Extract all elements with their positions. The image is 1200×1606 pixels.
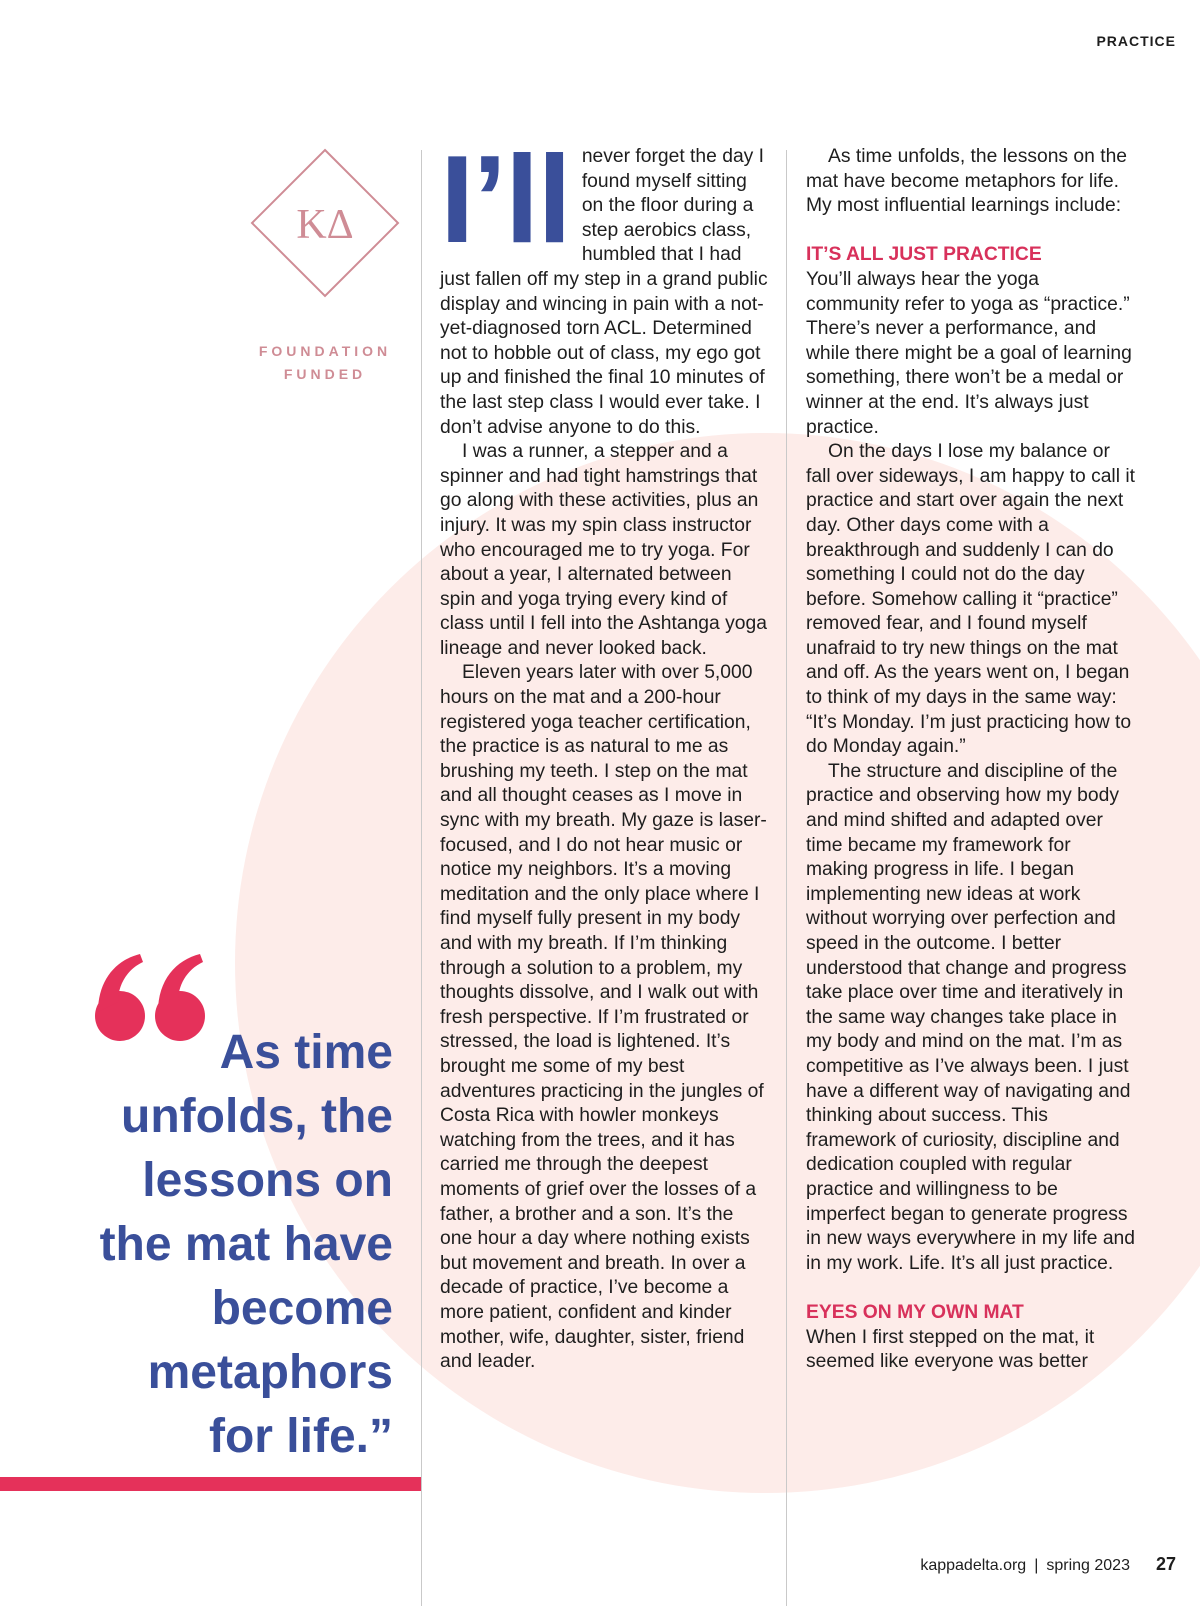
pull-quote-line: for life.” [208,1410,393,1463]
article-paragraph: On the days I lose my balance or fall over sideways, I am happy to call it practice and start over again the next day. Other days come with a breakthrough and suddenly I can do something I could not do the day before. Somehow calling it “practice” removed fear, and I found myself unafraid to try new things on the mat and off. As the years went on, I began to think of my days in the same way: “It’s Monday. I’m just practicing how to do Monday again.” [806,441,1135,758]
pull-quote-line: unfolds, the [121,1090,393,1143]
pull-quote-line: As time [219,1026,393,1079]
article-paragraph: The structure and discipline of the practice and observing how my body and mind shifted and adapted over time became my framework for making progress in life. I began implementing new ideas at work without worrying over perfection and speed in the outcome. I better understood that change and progress take place over time and iteratively in the same way changes take place in my body and mind on the mat. I’m as competitive as I’ve always been. I just have a different way of navigating and thinking about success. This framework of curiosity, discipline and dedication coupled with regular practice and willingness to be imperfect began to generate progress in new ways everywhere in my life and in my work. Life. It’s all just practice. [806,760,1135,1274]
pull-quote-bar [0,1477,421,1491]
subheading: IT’S ALL JUST PRACTICE [806,244,1042,266]
pull-quote-line: metaphors [147,1346,393,1399]
article-paragraph: never forget the day I found myself sitting on the floor during a step aerobics class, humbled that I had just fallen off my step in a grand public display and wincing in pain with a not-yet-diagnosed torn ACL. Determined not to hobble out of class, my ego got up and finished the final 10 minutes of the last step class I would ever take. I don’t advise anyone to do this. [440,146,768,438]
logo-caption [236,340,414,386]
footer-site: kappadelta.org [920,1557,1027,1574]
pull-quote-line: lessons on [142,1154,393,1207]
article-column-2 [806,145,1136,1375]
article-column-1 [440,131,770,1375]
kappa-delta-diamond-logo [250,148,400,298]
logo-caption-line2: FUNDED [283,366,367,382]
footer-separator: | [1034,1557,1039,1574]
article-paragraph: Eleven years later with over 5,000 hours on the mat and a 200-hour registered yoga teacher certification, the practice is as natural to me as brushing my teeth. I step on the mat and all thought ceases as I move in sync with my breath. My gaze is laser-focused, and I do not hear music or notice my neighbors. It’s a moving meditation and the only place where I find myself fully present in my body and with my breath. If I’m thinking through a solution to a problem, my thoughts dissolve, and I walk out with fresh perspective. If I’m frustrated or stressed, the load is lightened. It’s brought me some of my best adventures practicing in the jungles of Costa Rica with howler monkeys watching from the trees, and it has carried me through the deepest moments of grief over the losses of a father, a brother and a son. It’s the one hour a day where nothing exists but movement and breath. In over a decade of practice, I’ve become a more patient, confident and kinder mother, wife, daughter, sister, friend and leader. [440,662,767,1373]
logo-monogram: KΔ [296,202,354,248]
article-paragraph: I was a runner, a stepper and a spinner and had tight hamstrings that go along with these activities, plus an injury. It was my spin class instructor who encouraged me to try yoga. For about a year, I alternated between spin and yoga trying every kind of class until I fell into the Ashtanga yoga lineage and never looked back. [440,441,767,659]
article-paragraph: When I first stepped on the mat, it seemed like everyone was better [806,1326,1095,1373]
pull-quote-line: the mat have [99,1218,393,1271]
subheading: EYES ON MY OWN MAT [806,1301,1024,1323]
article-paragraph: You’ll always hear the yoga community refer to yoga as “practice.” There’s never a performance, and while there might be a goal of learning something, there won’t be a medal or winner at the end. It’s always just practice. [806,268,1132,438]
article-paragraph: As time unfolds, the lessons on the mat have become metaphors for life. My most influential learnings include: [806,146,1128,217]
column-divider [786,150,787,1606]
footer-issue: spring 2023 [1046,1557,1130,1574]
drop-cap: I’ll [440,131,570,269]
column-divider [421,150,422,1606]
pull-quote-line: become [211,1282,393,1335]
logo-caption-line1: FOUNDATION [258,343,392,359]
pull-quote [60,1021,393,1469]
page-number: 27 [1155,1554,1176,1574]
section-label: PRACTICE [1096,33,1176,49]
page-footer [920,1554,1176,1575]
